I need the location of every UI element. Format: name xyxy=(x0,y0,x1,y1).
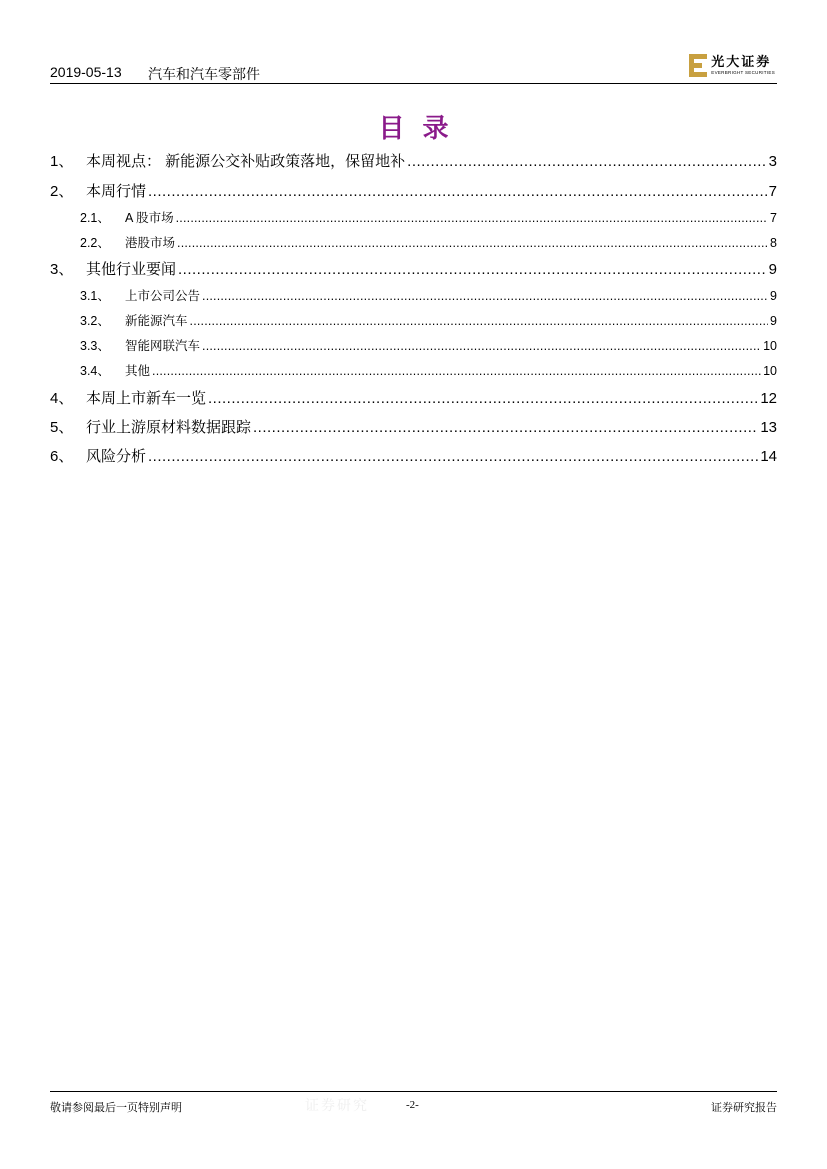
toc-entry[interactable] xyxy=(50,416,777,437)
toc-entry[interactable] xyxy=(50,286,777,304)
toc-entry-number: 3.2、 xyxy=(80,314,110,328)
toc-entry-page: 14 xyxy=(760,448,777,465)
toc-entry-number: 4、 xyxy=(50,390,74,407)
toc-entry-page: 3 xyxy=(768,153,777,170)
toc-entry-label[interactable]: 港股市场 xyxy=(125,236,176,250)
everbright-logo xyxy=(689,52,775,80)
toc-entry[interactable] xyxy=(50,387,777,408)
toc-entry[interactable] xyxy=(50,311,777,329)
toc-entry-label[interactable]: A 股市场 xyxy=(125,211,174,225)
toc-entry-page: 9 xyxy=(768,261,777,278)
toc-entry-page: 12 xyxy=(760,390,777,407)
page-footer xyxy=(50,1091,777,1115)
toc-entry[interactable] xyxy=(50,336,777,354)
toc-leader-dots xyxy=(152,364,761,378)
toc-entry-number: 6、 xyxy=(50,448,74,465)
toc-entry-number: 2.1、 xyxy=(80,211,110,225)
toc-entry-label[interactable]: 本周上市新车一览 xyxy=(86,390,207,407)
toc-entry-page: 9 xyxy=(770,289,777,303)
toc-entry[interactable] xyxy=(50,361,777,379)
toc-entry-number: 2、 xyxy=(50,183,74,200)
toc-entry-page: 7 xyxy=(770,211,777,225)
toc-entry-label[interactable]: 行业上游原材料数据跟踪 xyxy=(86,419,252,436)
toc-leader-dots xyxy=(202,339,761,353)
toc-entry-label[interactable]: 智能网联汽车 xyxy=(125,339,201,353)
toc-leader-dots xyxy=(178,261,767,278)
toc-entry[interactable] xyxy=(50,180,777,201)
footer-report-type: 证券研究报告 xyxy=(711,1102,777,1114)
footer-disclaimer: 敬请参阅最后一页特别声明 xyxy=(50,1102,182,1114)
toc-entry-number: 3.1、 xyxy=(80,289,110,303)
toc-entry[interactable] xyxy=(50,258,777,279)
toc-entry-page: 8 xyxy=(770,236,777,250)
page-number: -2- xyxy=(406,1099,419,1111)
toc-leader-dots xyxy=(202,289,768,303)
toc-entry-label[interactable]: 新能源汽车 xyxy=(125,314,188,328)
toc-entry-label[interactable]: 上市公司公告 xyxy=(125,289,201,303)
toc-entry-label[interactable]: 本周行情 xyxy=(86,183,147,200)
toc-entry-page: 7 xyxy=(768,183,777,200)
toc-leader-dots xyxy=(176,211,768,225)
toc-entry-number: 3、 xyxy=(50,261,74,278)
toc-entry-page: 13 xyxy=(760,419,777,436)
toc-entry-label[interactable]: 其他行业要闻 xyxy=(86,261,177,278)
toc-entry-label[interactable]: 风险分析 xyxy=(86,448,147,465)
toc-entry-page: 9 xyxy=(770,314,777,328)
toc-leader-dots xyxy=(407,153,766,170)
toc-entry-label[interactable]: 其他 xyxy=(125,364,151,378)
toc-entry-number: 3.4、 xyxy=(80,364,110,378)
toc-leader-dots xyxy=(177,236,768,250)
page-header xyxy=(50,55,777,84)
toc-leader-dots xyxy=(148,183,767,200)
toc-entry-page: 10 xyxy=(763,339,777,353)
toc-entry[interactable] xyxy=(50,150,777,171)
toc-entry[interactable] xyxy=(50,208,777,226)
toc-entry-number: 1、 xyxy=(50,153,74,170)
logo-name-en: EVERBRIGHT SECURITIES xyxy=(711,70,775,76)
everbright-logo-icon xyxy=(689,54,707,78)
toc-leader-dots xyxy=(253,419,758,436)
toc-leader-dots xyxy=(190,314,769,328)
report-sector: 汽车和汽车零部件 xyxy=(148,66,260,82)
toc-entry[interactable] xyxy=(50,445,777,466)
toc-leader-dots xyxy=(208,390,758,407)
toc-title: 目录 xyxy=(378,114,467,144)
footer-watermark: 证券研究 xyxy=(305,1097,369,1113)
toc-entry-number: 5、 xyxy=(50,419,74,436)
toc-entry-page: 10 xyxy=(763,364,777,378)
logo-name-cn: 光大证券 xyxy=(711,55,772,71)
toc-entry-number: 2.2、 xyxy=(80,236,110,250)
report-date: 2019-05-13 xyxy=(50,64,122,80)
toc-entry-number: 3.3、 xyxy=(80,339,110,353)
toc-leader-dots xyxy=(148,448,758,465)
toc-entry-label[interactable]: 本周视点： 新能源公交补贴政策落地，保留地补 xyxy=(86,153,406,170)
toc-entry[interactable] xyxy=(50,233,777,251)
